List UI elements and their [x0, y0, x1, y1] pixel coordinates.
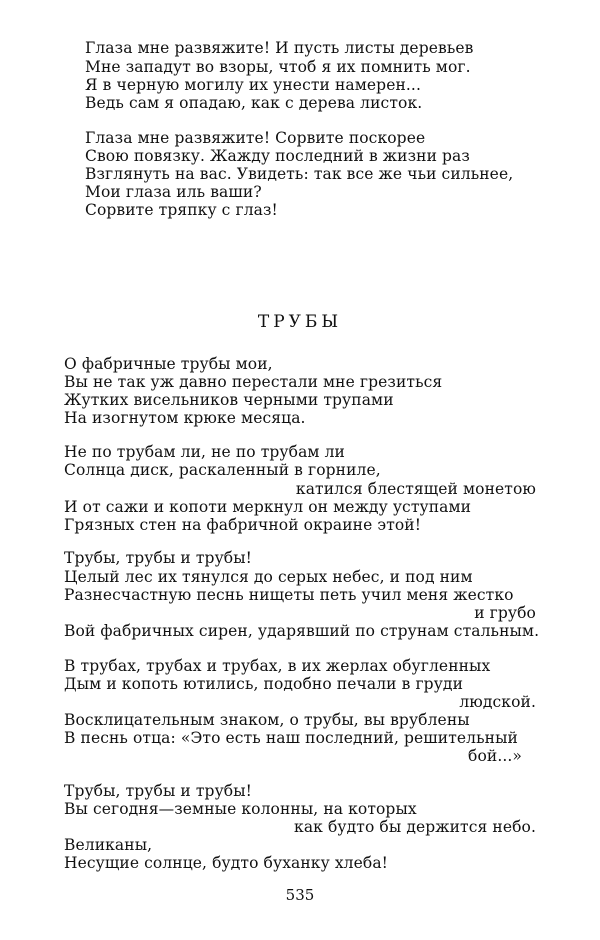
poem2-line: Целый лес их тянулся до серых небес, и под ним [64, 568, 473, 586]
poem2-line-continuation: людской. [459, 693, 536, 711]
poem2-line: Великаны, [64, 836, 153, 854]
poem2-line: На изогнутом крюке месяца. [64, 409, 306, 427]
poem2-line: Солнца диск, раскаленный в горниле, [64, 461, 381, 479]
poem2-line-continuation: и грубо [474, 604, 536, 622]
poem2-line: Не по трубам ли, не по трубам ли [64, 443, 345, 461]
poem2-line: Вы не так уж давно перестали мне грезиться [64, 373, 443, 391]
poem1-line: Взглянуть на вас. Увидеть: так все же чьи сильнее, [85, 165, 514, 183]
poem2-line: Вой фабричных сирен, ударявший по струнам стальным. [64, 622, 540, 640]
poem1-line: Глаза мне развяжите! И пусть листы деревьев [85, 39, 474, 57]
poem2-line-continuation: как будто бы держится небо. [294, 818, 536, 836]
poem-title: ТРУБЫ [257, 312, 343, 332]
poem1-line: Глаза мне развяжите! Сорвите поскорее [85, 129, 426, 147]
poem1-line: Свою повязку. Жажду последний в жизни раз [85, 147, 470, 165]
poem1-line: Мне западут во взоры, чтоб я их помнить мог. [85, 58, 471, 76]
poem1-line: Сорвите тряпку с глаз! [85, 201, 278, 219]
poem1-line: Мои глаза иль ваши? [85, 183, 262, 201]
poem2-line: Жутких висельников черными трупами [64, 391, 394, 409]
poem1-line: Ведь сам я опадаю, как с дерева листок. [85, 94, 423, 112]
poem2-line: Трубы, трубы и трубы! [64, 549, 252, 567]
poem2-line: Трубы, трубы и трубы! [64, 782, 252, 800]
poem1-line: Я в черную могилу их унести намерен... [85, 76, 421, 94]
poem2-line: Дым и копоть ютились, подобно печали в груди [64, 675, 463, 693]
poem2-line: В песнь отца: «Это есть наш последний, решительный [64, 729, 518, 747]
poem2-line: Восклицательным знаком, о трубы, вы врублены [64, 711, 470, 729]
poem2-line-continuation: катился блестящей монетою [295, 480, 536, 498]
page-number: 535 [285, 886, 315, 904]
poem2-line: О фабричные трубы мои, [64, 355, 273, 373]
poem2-line: Вы сегодня—земные колонны, на которых [64, 800, 417, 818]
poem2-line: И от сажи и копоти меркнул он между уступами [64, 498, 472, 516]
poem2-line: Разнесчастную песнь нищеты петь учил меня жестко [64, 586, 514, 604]
poem2-line: Грязных стен на фабричной окраине этой! [64, 516, 422, 534]
poem2-line: В трубах, трубах и трубах, в их жерлах обугленных [64, 657, 491, 675]
poem2-line-continuation: бой...» [468, 747, 522, 765]
poem2-line: Несущие солнце, будто буханку хлеба! [64, 854, 389, 872]
